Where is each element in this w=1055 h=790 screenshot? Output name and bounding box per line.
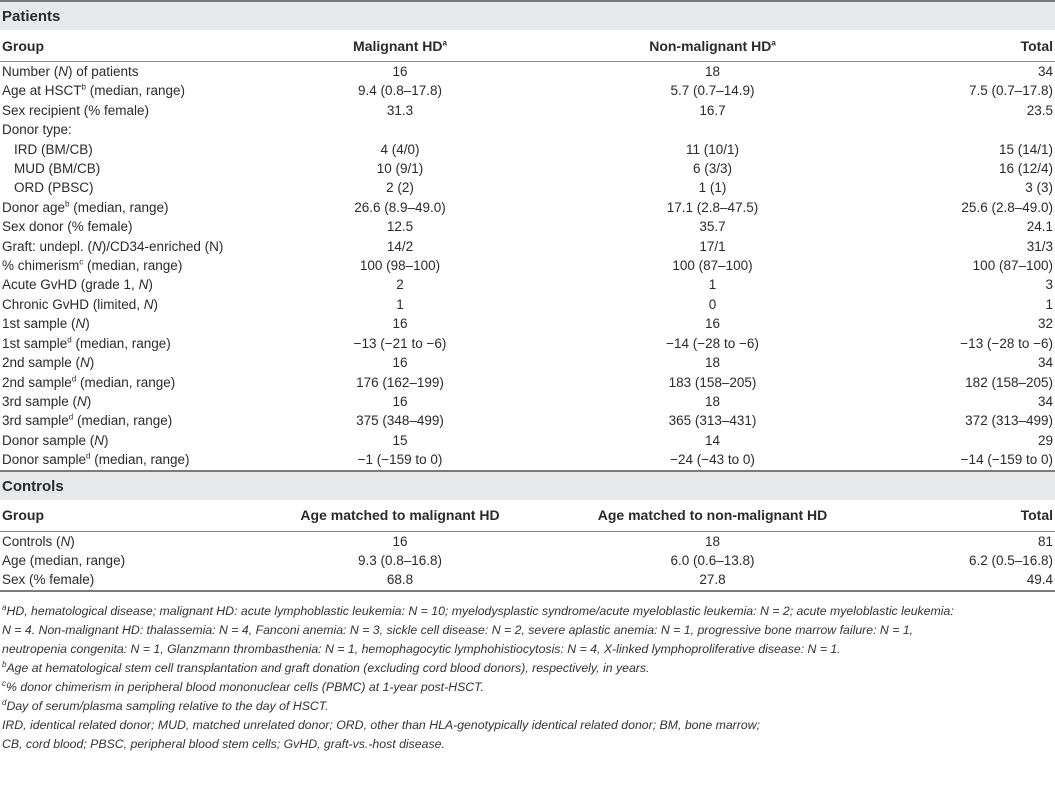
cell-c3: 25.6 (2.8–49.0) [961,199,1053,215]
row-label: Graft: undepl. (N)/CD34-enriched (N) [2,238,224,254]
cell-c2: −24 (−43 to 0) [670,452,755,468]
cell-c2: 17.1 (2.8–47.5) [666,199,759,215]
cell-c1: 375 (348–499) [356,413,444,429]
cell-c1: −1 (−159 to 0) [357,452,443,468]
cell-c1: 16 [392,355,408,371]
table-row [0,178,1055,197]
cell-c2: 18 [704,64,721,79]
cell-c2: 100 (87–100) [672,258,753,274]
cell-c1: 2 (2) [386,180,414,196]
cell-c3: 32 [1037,316,1053,332]
cell-c1: 9.3 (0.8–16.8) [357,552,443,568]
table-row [0,334,1055,353]
cell-c1: 1 [396,296,404,312]
cell-c3: 100 (87–100) [972,258,1053,274]
cell-c2: 16.7 [699,102,726,118]
patients-header-row [0,30,1055,62]
table-row [0,450,1055,469]
controls-table [0,500,1055,592]
cell-c3: −13 (−28 to −6) [960,335,1053,351]
cell-c3: 34 [1037,355,1053,371]
cell-c1: 2 [396,277,404,293]
controls-section-title: Controls [0,470,1055,500]
table-row [0,551,1055,570]
row-label: Sex (% female) [0,570,250,590]
header-non-malignant: Non-malignant $HD^a$ [550,30,875,62]
row-label: 1st sample$^d$ (median, range) [2,335,171,351]
cell-c1 [250,120,550,139]
footnote-line: CB, cord blood; PBSC, peripheral blood stem cells; GvHD, graft-vs.-host disease. [2,736,445,751]
cell-c3: −14 (−159 to 0) [960,452,1053,468]
cell-c1: −13 (−21 to −6) [353,335,447,351]
row-label: MUD (BM/CB) [14,161,101,177]
row-label: Number (N) of patients [2,64,139,79]
cell-c2: 11 (10/1) [685,141,740,157]
footnotes [0,592,1055,754]
footnote-line: neutropenia congenita: N = 1, Glanzmann thrombasthenia: N = 1, hemophagocytic lymphohistiocytosis: N = 4, X-linked lymphoproliferative disease: N = 1. [2,641,841,656]
table-row [0,256,1055,275]
header-malignant: Malignant $HD^a$ [250,30,550,62]
row-label: Donor age$^b$ (median, range) [2,199,169,215]
cell-c1: 176 (162–199) [356,374,444,390]
header-group: Group [0,30,250,62]
row-label: Chronic GvHD (limited, N) [2,296,159,312]
cell-c1: 16 [392,316,408,332]
table-row [0,120,1055,139]
cell-c2: 18 [704,393,721,409]
row-label: Acute GvHD (grade 1, N) [2,277,153,293]
table-row [0,392,1055,411]
cell-c3: 182 (158–205) [965,374,1053,390]
footnote-line: IRD, identical related donor; MUD, matched unrelated donor; ORD, other than HLA-genotypically identical related donor; BM, bone marrow; [2,717,761,732]
row-label: IRD (BM/CB) [14,141,93,157]
controls-header-group: Group [0,500,250,532]
footnote-line: N = 4. Non-malignant HD: thalassemia: N = 4, Fanconi anemia: N = 3, sickle cell disease: N = 2, severe aplastic anemia: N = 1, progressive bone marrow failure: N = 1, [2,622,914,637]
cell-c3: 3 (3) [1025,180,1053,196]
cell-c2: 14 [704,432,721,448]
row-label: Sex donor (% female) [2,219,133,235]
cell-c3: 1 [1045,296,1053,312]
table-row [0,411,1055,430]
cell-c3: 7.5 (0.7–17.8) [968,83,1053,99]
footnote-line: $^a$HD, hematological disease; malignant HD: acute lymphoblastic leukemia: N = 10; myelodysplastic syndrome/acute myeloblastic leukemia: N = 2; acute myeloblastic leukemia: [2,602,954,618]
cell-c2: 6.0 (0.6–13.8) [670,552,755,568]
cell-c1: 100 (98–100) [359,258,441,274]
cell-c3: 6.2 (0.5–16.8) [968,552,1053,568]
cell-c2: 365 (313–431) [668,413,757,429]
table-row [0,314,1055,333]
cell-c3 [875,120,1055,139]
table-row [0,531,1055,551]
patients-table [0,30,1055,470]
cell-c1: 68.8 [250,570,550,590]
cell-c3: 34 [1037,64,1053,79]
controls-header-row [0,500,1055,532]
cell-c1: 16 [392,533,408,549]
table-row [0,237,1055,256]
cell-c3: 372 (313–499) [965,413,1053,429]
cell-c3: 29 [1037,432,1053,448]
row-label: 1st sample (N) [2,316,90,332]
table-row [0,373,1055,392]
cell-c3: 24.1 [1026,219,1053,235]
table-row [0,140,1055,159]
cell-c2: 16 [704,316,721,332]
cell-c2: 1 (1) [698,180,727,196]
row-label: Controls (N) [2,533,75,549]
table-row [0,81,1055,100]
table-row [0,62,1055,82]
cell-c1: 9.4 (0.8–17.8) [357,83,443,99]
cell-c2: 18 [704,533,721,549]
cell-c3: 49.4 [875,570,1055,590]
table-row [0,198,1055,217]
controls-header-non-malignant: Age matched to non-malignant HD [550,500,875,532]
row-label: 2nd sample (N) [2,355,95,371]
cell-c2: 17/1 [699,238,726,254]
table-row [0,275,1055,294]
cell-c1: 14/2 [386,238,414,254]
row-label: Donor sample$^d$ (median, range) [2,451,190,468]
table-row [0,353,1055,372]
table-row [0,431,1055,450]
cell-c3: 81 [1037,533,1053,549]
controls-header-malignant: Age matched to malignant HD [250,500,550,532]
cell-c2: 27.8 [550,570,875,590]
row-label: 3rd sample (N) [2,393,92,409]
footnote-line: $^d$Day of serum/plasma sampling relative to the day of HSCT. [2,697,329,713]
row-label: % chimerism$^c$ (median, range) [2,257,183,274]
cell-c1: 4 (4/0) [380,141,420,157]
controls-header-total: Total [875,500,1055,532]
controls-body [0,531,1055,591]
row-label: Donor type: [2,122,72,138]
patients-section-title: Patients [0,0,1055,30]
footnote-line: $^c$% donor chimerism in peripheral blood mononuclear cells (PBMC) at 1-year post-HSCT. [2,678,484,694]
cell-c2 [550,120,875,139]
cell-c3: 3 [1045,277,1053,293]
patients-body [0,62,1055,470]
cell-c2: −14 (−28 to −6) [666,335,759,351]
footnote-line: $^b$Age at hematological stem cell transplantation and graft donation (excluding cord blood donors), respectively, in years. [2,659,650,675]
row-label: ORD (PBSC) [14,180,94,196]
table-row [0,295,1055,314]
cell-c1: 12.5 [386,219,414,235]
table-row [0,159,1055,178]
cell-c1: 26.6 (8.9–49.0) [354,199,446,215]
cell-c3: 34 [1037,393,1053,409]
cell-c2: 18 [704,355,721,371]
table-row [0,101,1055,120]
cell-c3: 16 (12/4) [998,161,1053,177]
cell-c2: 183 (158–205) [668,374,757,390]
row-label: Age at HSCT$^b$ (median, range) [2,82,186,99]
cell-c2: 35.7 [699,219,726,235]
cell-c1: 15 [392,432,408,448]
header-total: Total [875,30,1055,62]
row-label: 3rd sample$^d$ (median, range) [2,412,173,429]
row-label: Sex recipient (% female) [2,102,150,118]
cell-c1: 16 [392,393,408,409]
cell-c2: 1 [708,277,717,293]
row-label: 2nd sample$^d$ (median, range) [2,374,176,390]
row-label: Donor sample (N) [2,432,109,448]
cell-c3: 23.5 [1026,102,1053,118]
cell-c2: 6 (3/3) [692,161,733,177]
cell-c1: 16 [392,64,408,79]
cell-c1: 31.3 [386,102,414,118]
row-label: Age (median, range) [2,552,126,568]
cell-c2: 5.7 (0.7–14.9) [670,83,755,99]
cell-c2: 0 [708,296,717,312]
cell-c1: 10 (9/1) [376,161,424,177]
table-row [0,217,1055,236]
table-row [0,570,1055,590]
cell-c3: 31/3 [1026,238,1053,254]
cell-c3: 15 (14/1) [998,141,1053,157]
